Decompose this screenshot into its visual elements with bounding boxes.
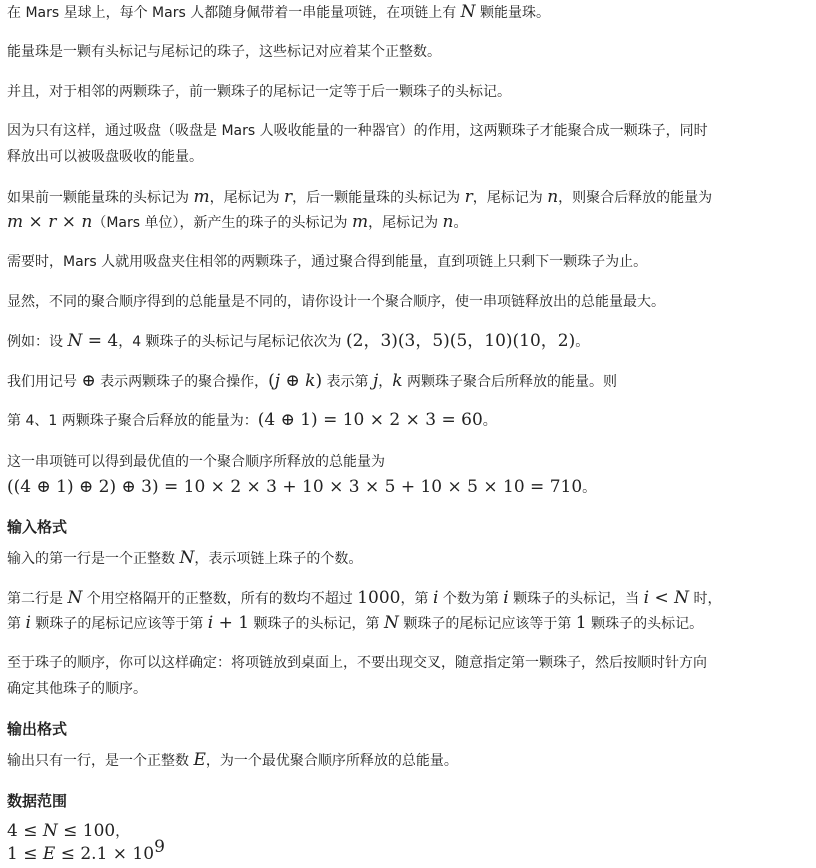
math-exponent: 9 bbox=[154, 837, 165, 857]
math-op: ) bbox=[315, 371, 323, 391]
text: 个用空格隔开的正整数，所有的数均不超过 bbox=[82, 591, 358, 607]
math-expr: 1 bbox=[575, 613, 587, 633]
math-var: r bbox=[284, 187, 293, 207]
text: ，尾标记为 bbox=[368, 215, 443, 231]
math-expr: ≤ 2.1 × 10 bbox=[55, 844, 155, 864]
math-op: ⊕ bbox=[81, 371, 96, 391]
text: 我们用记号 bbox=[7, 374, 82, 390]
math-var: j bbox=[373, 371, 379, 391]
math-expr: = 4 bbox=[82, 331, 119, 351]
optimal-paragraph-line1: 这一串项链可以得到最优值的一个聚合顺序所释放的总能量为 bbox=[7, 454, 385, 470]
text: 。 bbox=[582, 480, 597, 496]
math-var: N bbox=[67, 331, 83, 351]
order-paragraph-line1: 至于珠子的顺序，你可以这样确定：将项链放到桌面上，不要出现交叉，随意指定第一颗珠子，然后按顺时针方向 bbox=[7, 655, 707, 671]
energy-rule-line1 bbox=[7, 186, 712, 208]
math-var: N bbox=[42, 821, 58, 841]
text: 例如：设 bbox=[7, 334, 68, 350]
text: ，为一个最优聚合顺序所释放的总能量。 bbox=[205, 753, 458, 769]
text: ，尾标记为 bbox=[209, 190, 285, 206]
math-var: E bbox=[42, 844, 56, 864]
math-var: j bbox=[274, 371, 281, 391]
absorb-paragraph-line2: 释放出可以被吸盘吸收的能量。 bbox=[7, 149, 203, 165]
math-var: i bbox=[25, 613, 31, 633]
input-line1-paragraph bbox=[7, 547, 362, 569]
input-line2-paragraph-line2 bbox=[7, 612, 703, 634]
math-var: N bbox=[384, 613, 399, 633]
optimal-paragraph-line2 bbox=[7, 476, 596, 498]
data-range-heading: 数据范围 bbox=[7, 792, 68, 810]
process-paragraph: 需要时，Mars 人就用吸盘夹住相邻的两颗珠子，通过聚合得到能量，直到项链上只剩下一颗珠子为止。 bbox=[7, 254, 648, 270]
math-expr: ≤ 100 bbox=[57, 821, 116, 841]
text: 。 bbox=[575, 334, 590, 350]
math-var: N bbox=[67, 588, 83, 608]
math-expr: (4 ⊕ 1) = 10 × 2 × 3 = 60 bbox=[257, 410, 483, 430]
math-expr: 4 ≤ bbox=[7, 821, 43, 841]
text: ，第 bbox=[400, 591, 433, 607]
text: 颗珠子的尾标记应该等于第 bbox=[398, 616, 576, 632]
range-constraint-e bbox=[7, 837, 165, 865]
text: 颗珠子的头标记。 bbox=[586, 616, 704, 632]
example-paragraph bbox=[7, 330, 589, 352]
math-expr: + 1 bbox=[213, 613, 250, 633]
text: 表示第 bbox=[322, 374, 373, 390]
text: ，4 颗珠子的头标记与尾标记依次为 bbox=[118, 334, 347, 350]
math-var: r bbox=[464, 187, 473, 207]
math-var: n bbox=[81, 212, 93, 232]
text: 两颗珠子聚合后所释放的能量。则 bbox=[402, 374, 618, 390]
text: 第二行是 bbox=[7, 591, 68, 607]
math-op: ( bbox=[268, 371, 275, 391]
text: 第 bbox=[7, 616, 26, 632]
math-var: N bbox=[179, 548, 195, 568]
math-expr: ((4 ⊕ 1) ⊕ 2) ⊕ 3) = 10 × 2 × 3 + 10 × 3 × 5 + 10 × 5 × 10 = 710 bbox=[7, 477, 583, 497]
text: 在 Mars 星球上，每个 Mars 人都随身佩带着一串能量项链，在项链上有 bbox=[7, 5, 461, 21]
math-var: E bbox=[193, 750, 206, 770]
adjacency-paragraph: 并且，对于相邻的两颗珠子，前一颗珠子的尾标记一定等于后一颗珠子的头标记。 bbox=[7, 84, 511, 100]
math-expr: (2，3)(3，5)(5，10)(10，2) bbox=[346, 331, 576, 351]
text: （Mars 单位），新产生的珠子的头标记为 bbox=[92, 215, 352, 231]
text: 个数为第 bbox=[438, 591, 504, 607]
math-var: N bbox=[460, 2, 476, 22]
text: 时， bbox=[689, 591, 722, 607]
text: ， bbox=[115, 824, 130, 840]
text: 颗珠子的头标记，当 bbox=[508, 591, 644, 607]
notation-paragraph bbox=[7, 370, 617, 392]
text: 颗珠子的头标记，第 bbox=[249, 616, 385, 632]
text: ，则聚合后释放的能量为 bbox=[558, 190, 713, 206]
intro-paragraph bbox=[7, 1, 550, 23]
math-var: n bbox=[442, 212, 454, 232]
math-var: n bbox=[547, 187, 559, 207]
order-paragraph-line2: 确定其他珠子的顺序。 bbox=[7, 681, 147, 697]
range-constraint-n bbox=[7, 820, 129, 842]
text: 。 bbox=[482, 413, 497, 429]
goal-paragraph: 显然，不同的聚合顺序得到的总能量是不同的，请你设计一个聚合顺序，使一串项链释放出的总能量最大。 bbox=[7, 294, 665, 310]
text: 表示两颗珠子的聚合操作， bbox=[95, 374, 269, 390]
input-format-heading: 输入格式 bbox=[7, 518, 68, 536]
text: 输入的第一行是一个正整数 bbox=[7, 551, 180, 567]
math-expr: 1000 bbox=[357, 588, 401, 608]
math-op: ⊕ bbox=[280, 371, 306, 391]
text: 。 bbox=[453, 215, 468, 231]
text: 第 4、1 两颗珠子聚合后释放的能量为： bbox=[7, 413, 258, 429]
absorb-paragraph-line1: 因为只有这样，通过吸盘（吸盘是 Mars 人吸收能量的一种器官）的作用，这两颗珠子才能聚合成一颗珠子，同时 bbox=[7, 123, 708, 139]
math-var: i bbox=[503, 588, 509, 608]
math-var: m bbox=[351, 212, 369, 232]
text: 如果前一颗能量珠的头标记为 bbox=[7, 190, 194, 206]
text: ，表示项链上珠子的个数。 bbox=[194, 551, 363, 567]
math-expr: 1 ≤ bbox=[7, 844, 43, 864]
math-var: k bbox=[305, 371, 316, 391]
math-var: i bbox=[207, 613, 214, 633]
math-var: m bbox=[193, 187, 210, 207]
math-op: × bbox=[56, 212, 82, 232]
math-var: k bbox=[392, 371, 403, 391]
math-var: m bbox=[7, 212, 24, 232]
example-energy-paragraph bbox=[7, 409, 497, 431]
math-op: × bbox=[23, 212, 49, 232]
text: 输出只有一行，是一个正整数 bbox=[7, 753, 194, 769]
text: 颗珠子的尾标记应该等于第 bbox=[30, 616, 208, 632]
input-line2-paragraph-line1 bbox=[7, 587, 721, 609]
text: ，尾标记为 bbox=[472, 190, 548, 206]
math-var: i bbox=[643, 588, 650, 608]
text: ，后一颗能量珠的头标记为 bbox=[292, 190, 465, 206]
math-var: i bbox=[432, 588, 439, 608]
output-paragraph bbox=[7, 749, 458, 771]
bead-definition-paragraph: 能量珠是一颗有头标记与尾标记的珠子，这些标记对应着某个正整数。 bbox=[7, 44, 441, 60]
math-op: < bbox=[649, 588, 675, 608]
output-format-heading: 输出格式 bbox=[7, 720, 68, 738]
text: ， bbox=[378, 374, 393, 390]
energy-rule-line2 bbox=[7, 211, 467, 233]
math-var: r bbox=[48, 212, 57, 232]
math-var: N bbox=[674, 588, 690, 608]
text: 颗能量珠。 bbox=[475, 5, 550, 21]
